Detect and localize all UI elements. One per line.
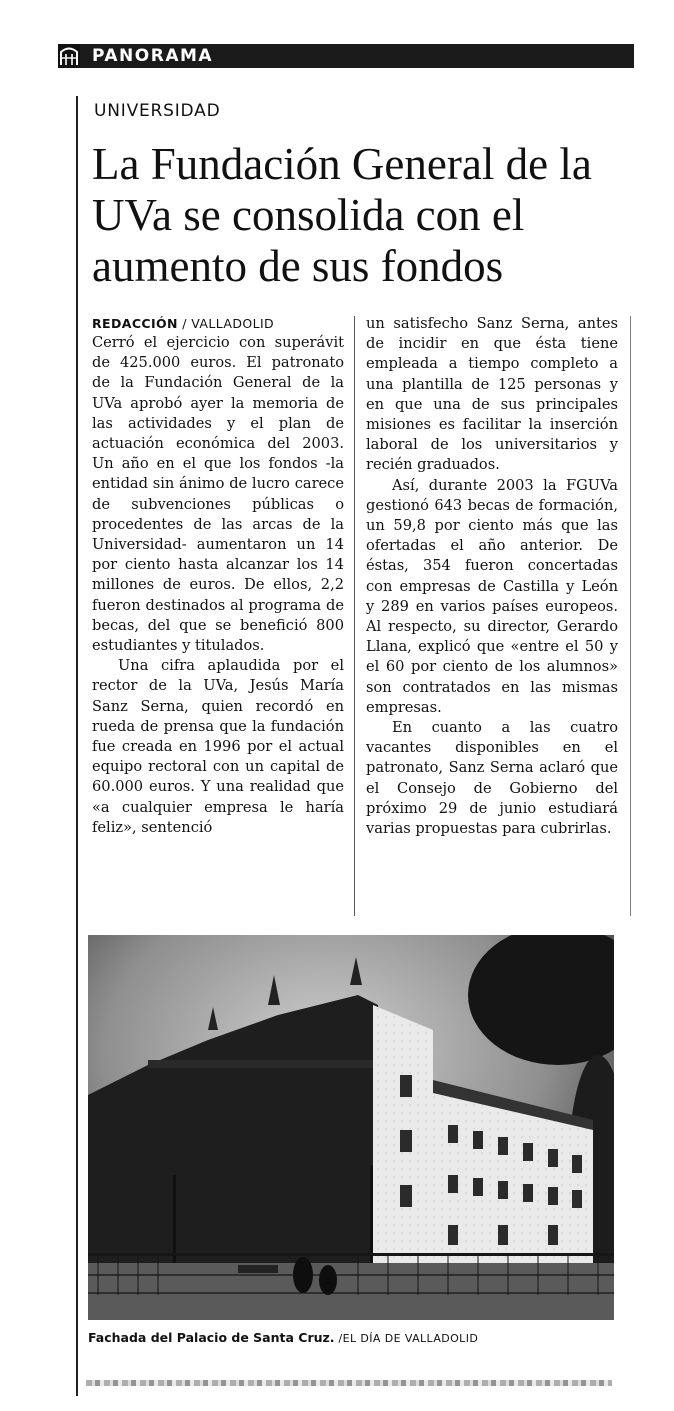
article-paragraph: un satisfecho Sanz Serna, antes de incidir en que ésta tiene empleada a tiempo completo a una plantilla de 125 personas y en que una de sus principales misiones es facilitar la inserción laboral de los universitarios y recién graduados.	[366, 315, 618, 474]
column-divider	[354, 316, 355, 916]
section-header-bar	[58, 44, 634, 68]
caption-text: Fachada del Palacio de Santa Cruz.	[88, 1330, 335, 1345]
byline-location: / VALLADOLID	[182, 316, 275, 331]
byline-author: REDACCIÓN	[92, 316, 178, 331]
article-column-2	[366, 314, 618, 839]
article-paragraph: En cuanto a las cuatro vacantes disponibles en el patronato, Sanz Serna aclaró que el Consejo de Gobierno del próximo 29 de junio estudiará varias propuestas para cubrirlas.	[366, 719, 618, 838]
kicker: UNIVERSIDAD	[94, 101, 221, 121]
article-paragraph: Así, durante 2003 la FGUVa gestionó 643 becas de formación, un 59,8 por ciento más que las ofertadas el año anterior. De éstas, 354 fueron concertadas con empresas de Castilla y León y 289 en varios países europeos. Al respecto, su director, Gerardo Llana, explicó que «entre el 50 y el 60 por ciento de los alumnos» son contratados en las mismas empresas.	[366, 476, 618, 716]
article-column-1	[92, 314, 344, 838]
byline	[92, 314, 344, 333]
photo-palacio-santa-cruz	[88, 935, 614, 1320]
photo-credit: /EL DÍA DE VALLADOLID	[338, 1332, 479, 1345]
right-border-rule	[630, 316, 631, 916]
photo-caption	[88, 1330, 478, 1345]
article-paragraph: Una cifra aplaudida por el rector de la UVa, Jesús María Sanz Serna, quien recordó en rueda de prensa que la fundación fue creada en 1996 por el actual equipo rectoral con un capital de 60.000 euros. Y una realidad que «a cualquier empresa le haría feliz», sentenció	[92, 657, 344, 836]
left-border-rule	[76, 96, 78, 1396]
article-paragraph: Cerró el ejercicio con superávit de 425.000 euros. El patronato de la Fundación General de la UVa aprobó ayer la memoria de las actividades y el plan de actuación económica del 2003. Un año en el que los fondos -la entidad sin ánimo de lucro carece de subvenciones públicas o procedentes de las arcas de la Universidad- aumentaron un 14 por ciento hasta alcanzar los 14 millones de euros. De ellos, 2,2 fueron destinados al programa de becas, del que se benefició 800 estudiantes y titulados.	[92, 334, 344, 655]
headline: La Fundación General de la UVa se consolida con el aumento de sus fondos	[92, 139, 592, 291]
bottom-rule	[86, 1380, 612, 1386]
newspaper-logo-icon	[58, 44, 80, 68]
section-name: PANORAMA	[92, 46, 214, 66]
